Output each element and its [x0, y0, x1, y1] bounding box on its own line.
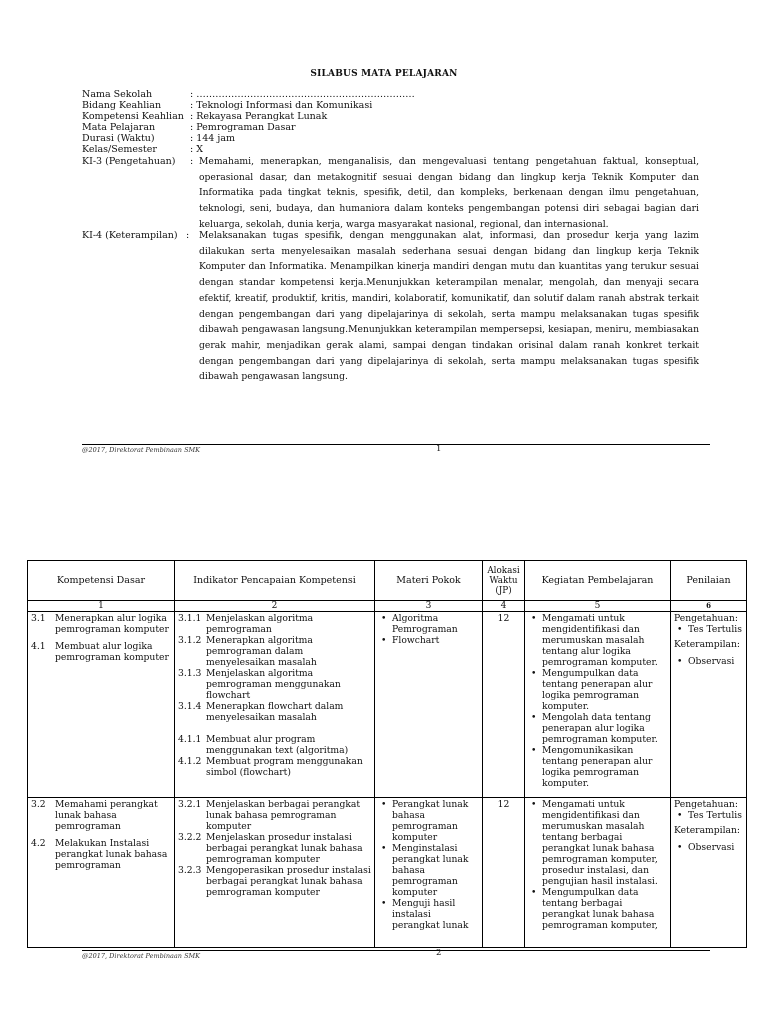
materi-cell — [375, 612, 483, 798]
col-number: 2 — [175, 601, 375, 612]
kegiatan-item: • Mengamati untuk mengidentifikasi dan merumuskan masalah tentang berbagai perangkat lunak bahasa pemrograman komputer, prosedur instalasi, dan pengujian hasil instalasi. — [542, 799, 667, 887]
materi-list — [378, 799, 479, 931]
header-indikator: Indikator Pencapaian Kompetensi — [175, 561, 375, 601]
indikator-number: 3.1.1 — [178, 613, 202, 624]
footer-divider — [82, 444, 710, 445]
materi-item: • Flowchart — [392, 635, 479, 646]
indikator-item — [178, 832, 371, 865]
indikator-number: 3.1.4 — [178, 701, 202, 712]
indikator-item — [178, 613, 371, 635]
silabus-table — [27, 560, 747, 948]
kd-text: Memahami perangkat lunak bahasa pemrograman — [55, 799, 158, 832]
indikator-item — [178, 668, 371, 701]
keterampilan-label: Keterampilan: — [674, 639, 741, 650]
kd-cell — [28, 798, 175, 948]
kegiatan-cell — [525, 798, 671, 948]
indikator-item — [178, 799, 371, 832]
kegiatan-item: • Mengumpulkan data tentang berbagai perangkat lunak bahasa pemrograman komputer, — [542, 887, 667, 931]
info-value-durasi: : 144 jam — [190, 133, 235, 144]
indikator-text: Membuat alur program menggunakan text (algoritma) — [206, 734, 349, 756]
indikator-text: Menjelaskan prosedur instalasi berbagai perangkat lunak bahasa pemrograman komputer — [206, 832, 363, 865]
table-header-row — [28, 561, 747, 601]
indikator-text: Menerapkan flowchart dalam menyelesaikan masalah — [206, 701, 344, 723]
indikator-number: 3.1.2 — [178, 635, 202, 646]
ki4-colon: : — [186, 230, 190, 241]
info-label-kelas-semester: Kelas/Semester — [82, 144, 157, 155]
indikator-text: Menjelaskan algoritma pemrograman menggunakan flowchart — [206, 668, 341, 701]
indikator-item — [178, 635, 371, 668]
materi-cell — [375, 798, 483, 948]
indikator-text: Mengoperasikan prosedur instalasi berbagai perangkat lunak bahasa pemrograman komputer — [206, 865, 371, 898]
pengetahuan-list — [674, 624, 743, 635]
header-kegiatan: Kegiatan Pembelajaran — [525, 561, 671, 601]
ki3-text: Memahami, menerapkan, menganalisis, dan mengevaluasi tentang pengetahuan faktual, konseptual, operasional dasar, dan metakognitif sesuai dengan bidang dan lingkup kerja Teknik Komputer dan Informatika pada tingkat teknis, spesifik, detil, dan kompleks, berkenaan dengan ilmu pengetahuan, teknologi, seni, budaya, dan humaniora dalam konteks pengembangan potensi diri sebagai bagian dari keluarga, sekolah, dunia kerja, warga masyarakat nasional, regional, dan internasional. — [199, 156, 699, 230]
page2-number: 2 — [436, 948, 442, 958]
kd-item — [31, 838, 171, 871]
indikator-cell — [175, 612, 375, 798]
page1-footer: @2017, Direktorat Pembinaan SMK — [82, 446, 201, 454]
pengetahuan-label: Pengetahuan: — [674, 799, 738, 810]
alokasi-cell: 12 — [483, 612, 525, 798]
kegiatan-list — [528, 799, 667, 931]
ki4-label: KI-4 (Keterampilan) — [82, 230, 178, 241]
indikator-number: 4.1.2 — [178, 756, 202, 767]
keterampilan-item: • Observasi — [688, 656, 743, 667]
kd-text: Membuat alur logika pemrograman komputer — [55, 641, 169, 663]
pengetahuan-list — [674, 810, 743, 821]
page2-footer: @2017, Direktorat Pembinaan SMK — [82, 952, 201, 960]
penilaian-cell — [671, 798, 747, 948]
header-materi-pokok: Materi Pokok — [375, 561, 483, 601]
indikator-item — [178, 734, 371, 756]
kd-number: 3.1 — [31, 613, 46, 624]
materi-item: • Menginstalasi perangkat lunak bahasa pemrograman komputer — [392, 843, 479, 898]
kd-item — [31, 641, 171, 663]
header-penilaian: Penilaian — [671, 561, 747, 601]
kd-item — [31, 799, 171, 832]
keterampilan-list — [674, 656, 743, 667]
info-value-kelas-semester: : X — [190, 144, 203, 155]
header-kompetensi-dasar: Kompetensi Dasar — [28, 561, 175, 601]
materi-item: • Menguji hasil instalasi perangkat lunak — [392, 898, 479, 931]
ki4-text: Melaksanakan tugas spesifik, dengan menggunakan alat, informasi, dan prosedur kerja yang lazim dilakukan serta menyelesaikan masalah sederhana sesuai dengan bidang dan lingkup kerja Teknik Komputer dan Informatika. Menampilkan kinerja mandiri dengan mutu dan kuantitas yang terukur sesuai dengan standar kompetensi kerja.Menunjukkan keterampilan menalar, mengolah, dan menyaji secara efektif, kreatif, produktif, kritis, mandiri, kolaboratif, komunikatif, dan solutif dalam ranah abstrak terkait dengan pengembangan dari yang dipelajarinya di sekolah, serta mampu melaksanakan tugas spesifik dibawah pengawasan langsung.Menunjukkan keterampilan mempersepsi, kesiapan, meniru, membiasakan gerak mahir, menjadikan gerak alami, sampai dengan tindakan orisinal dalam ranah konkret terkait dengan pengembangan dari yang dipelajarinya di sekolah, serta mampu melaksanakan tugas spesifik dibawah pengawasan langsung. — [199, 230, 699, 383]
kd-number: 4.1 — [31, 641, 46, 652]
indikator-number: 4.1.1 — [178, 734, 202, 745]
indikator-number: 3.1.3 — [178, 668, 202, 679]
col-number: 4 — [483, 601, 525, 612]
indikator-number: 3.2.2 — [178, 832, 202, 843]
pengetahuan-item: • Tes Tertulis — [688, 624, 743, 635]
page-title: SILABUS MATA PELAJARAN — [310, 69, 458, 79]
kegiatan-item: • Mengolah data tentang penerapan alur logika pemrograman komputer. — [542, 712, 667, 745]
page1-number: 1 — [436, 444, 442, 454]
kd-text: Melakukan Instalasi perangkat lunak bahasa pemrograman — [55, 838, 168, 871]
col-number: 1 — [28, 601, 175, 612]
info-value-kompetensi-keahlian: : Rekayasa Perangkat Lunak — [190, 111, 328, 122]
info-label-bidang-keahlian: Bidang Keahlian — [82, 100, 162, 111]
penilaian-cell — [671, 612, 747, 798]
keterampilan-item: • Observasi — [688, 842, 743, 853]
indikator-text: Membuat program menggunakan simbol (flowchart) — [206, 756, 363, 778]
indikator-cell — [175, 798, 375, 948]
indikator-text: Menjelaskan algoritma pemrograman — [206, 613, 314, 635]
indikator-number: 3.2.1 — [178, 799, 202, 810]
kegiatan-item: • Mengamati untuk mengidentifikasi dan merumuskan masalah tentang alur logika pemrograman komputer. — [542, 613, 667, 668]
col-number: 6 — [671, 601, 747, 612]
table-row — [28, 612, 747, 798]
kegiatan-list — [528, 613, 667, 789]
indikator-number: 3.2.3 — [178, 865, 202, 876]
info-value-mata-pelajaran: : Pemrograman Dasar — [190, 122, 296, 133]
pengetahuan-label: Pengetahuan: — [674, 613, 738, 624]
alokasi-cell: 12 — [483, 798, 525, 948]
column-number-row — [28, 601, 747, 612]
kd-number: 3.2 — [31, 799, 46, 810]
keterampilan-label: Keterampilan: — [674, 825, 741, 836]
ki3-label: KI-3 (Pengetahuan) — [82, 156, 176, 167]
kegiatan-item: • Mengomunikasikan tentang penerapan alur logika pemrograman komputer. — [542, 745, 667, 789]
kd-number: 4.2 — [31, 838, 46, 849]
info-value-nama-sekolah: : …………………………………………………………… — [190, 89, 415, 100]
info-label-mata-pelajaran: Mata Pelajaran — [82, 122, 156, 133]
indikator-text: Menerapkan algoritma pemrograman dalam menyelesaikan masalah — [206, 635, 317, 668]
col-number: 5 — [525, 601, 671, 612]
indikator-item — [178, 865, 371, 898]
kegiatan-item: • Mengumpulkan data tentang penerapan alur logika pemrograman komputer. — [542, 668, 667, 712]
info-label-nama-sekolah: Nama Sekolah — [82, 89, 153, 100]
kd-item — [31, 613, 171, 635]
indikator-item — [178, 756, 371, 778]
keterampilan-list — [674, 842, 743, 853]
info-label-durasi: Durasi (Waktu) — [82, 133, 155, 144]
footer-divider — [82, 950, 710, 951]
info-label-kompetensi-keahlian: Kompetensi Keahlian — [82, 111, 184, 122]
indikator-text: Menjelaskan berbagai perangkat lunak bahasa pemrograman komputer — [206, 799, 361, 832]
indikator-item — [178, 701, 371, 723]
kd-text: Menerapkan alur logika pemrograman komputer — [55, 613, 169, 635]
materi-list — [378, 613, 479, 646]
kegiatan-cell — [525, 612, 671, 798]
materi-item: • Algoritma Pemrograman — [392, 613, 479, 635]
materi-item: • Perangkat lunak bahasa pemrograman komputer — [392, 799, 479, 843]
pengetahuan-item: • Tes Tertulis — [688, 810, 743, 821]
ki3-colon: : — [190, 156, 194, 167]
kd-cell — [28, 612, 175, 798]
header-alokasi-waktu: Alokasi Waktu (JP) — [483, 561, 525, 601]
table-row — [28, 798, 747, 948]
info-value-bidang-keahlian: : Teknologi Informasi dan Komunikasi — [190, 100, 373, 111]
col-number: 3 — [375, 601, 483, 612]
